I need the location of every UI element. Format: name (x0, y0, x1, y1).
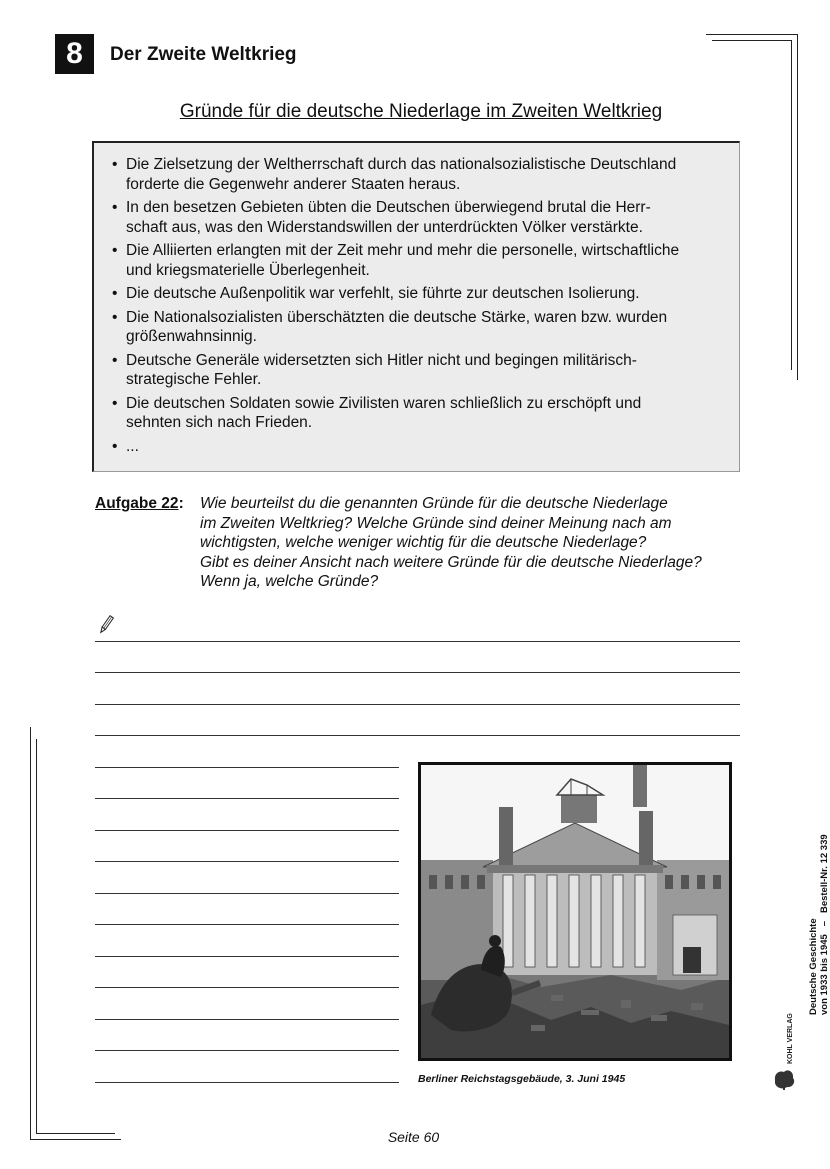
reason-item (112, 437, 719, 457)
task-text-line: Wie beurteilst du die genannten Gründe für die deutsche Niederlage (200, 495, 668, 512)
bullet: • (112, 285, 118, 302)
reason-text-line: Die Zielsetzung der Weltherrschaft durch das nationalsozialistische Deutschland (126, 156, 677, 173)
reason-item (112, 198, 719, 237)
writing-line[interactable] (95, 1050, 399, 1051)
publisher-logo-icon (772, 1013, 798, 1092)
chapter-title: Der Zweite Weltkrieg (110, 44, 297, 65)
frame-line (706, 34, 798, 35)
publisher-name: KOHL VERLAG (787, 1013, 794, 1064)
task-text (200, 494, 760, 592)
photo-caption: Berliner Reichstagsgebäude, 3. Juni 1945 (418, 1073, 626, 1085)
bullet: • (112, 199, 118, 216)
reason-text-line: Die Nationalsozialisten überschätzten die deutsche Stärke, waren bzw. wurden (126, 308, 668, 326)
writing-line[interactable] (95, 830, 399, 831)
writing-line[interactable] (95, 704, 740, 705)
reason-item (112, 241, 719, 280)
writing-line[interactable] (95, 987, 399, 988)
frame-line (36, 739, 37, 1133)
writing-line[interactable] (95, 641, 740, 642)
frame-line (797, 34, 798, 380)
reason-text-line: ... (126, 437, 139, 455)
bullet: • (112, 242, 118, 259)
side-info-title: Deutsche Geschichte (808, 918, 819, 1015)
writing-line[interactable] (95, 1082, 399, 1083)
writing-line[interactable] (95, 861, 399, 862)
task-text-line: Gibt es deiner Ansicht nach weitere Gründe für die deutsche Niederlage? (200, 553, 702, 571)
side-info (808, 815, 830, 1015)
writing-line[interactable] (95, 893, 399, 894)
reason-text-line: Die deutschen Soldaten sowie Zivilisten waren schließlich zu erschöpft und (126, 394, 642, 412)
reason-text-line: größenwahnsinnig. (126, 328, 257, 345)
reason-item (112, 351, 719, 390)
writing-line[interactable] (95, 672, 740, 673)
side-info-order-number: Bestell-Nr. 12 339 (819, 834, 830, 914)
task-text-line: Wenn ja, welche Gründe? (200, 573, 379, 590)
reason-text-line: Die Alliierten erlangten mit der Zeit mehr und mehr die personelle, wirtschaftliche (126, 242, 680, 259)
bullet: • (112, 437, 118, 455)
task-text-line: wichtigsten, welche weniger wichtig für die deutsche Niederlage? (200, 534, 647, 551)
reasons-list (94, 143, 739, 456)
task-label-colon: : (178, 495, 184, 512)
writing-line[interactable] (95, 767, 399, 768)
reason-item (112, 394, 719, 433)
reasons-box (92, 141, 740, 472)
task-text-line: im Zweiten Weltkrieg? Welche Gründe sind deiner Meinung nach am (200, 514, 672, 532)
reason-text-line: schaft aus, was den Widerstandswillen der unterdrückten Völker verstärkte. (126, 218, 643, 236)
page-heading: Gründe für die deutsche Niederlage im Zweiten Weltkrieg (179, 101, 663, 122)
writing-line[interactable] (95, 956, 399, 957)
frame-line (791, 40, 792, 370)
pencil-icon (98, 614, 114, 636)
bullet: • (112, 156, 118, 173)
reason-text-line: In den besetzen Gebieten übten die Deutschen überwiegend brutal die Herr- (126, 199, 651, 216)
reason-text-line: sehnten sich nach Frieden. (126, 414, 313, 431)
task-label (95, 494, 184, 514)
bullet: • (112, 351, 118, 369)
reason-text-line: Die deutsche Außenpolitik war verfehlt, sie führte zur deutschen Isolierung. (126, 285, 640, 302)
reason-text-line: Deutsche Generäle widersetzten sich Hitler nicht und begingen militärisch- (126, 351, 637, 369)
chapter-number: 8 (55, 34, 94, 74)
reason-text-line: strategische Fehler. (126, 371, 262, 388)
side-info-separator: – (819, 920, 830, 927)
reason-item (112, 155, 719, 194)
writing-line[interactable] (95, 735, 740, 736)
writing-line[interactable] (95, 798, 399, 799)
reichstag-photo (418, 762, 732, 1061)
frame-line (712, 40, 792, 41)
writing-line[interactable] (95, 924, 399, 925)
writing-line[interactable] (95, 1019, 399, 1020)
reason-text-line: forderte die Gegenwehr anderer Staaten heraus. (126, 175, 461, 193)
frame-line (30, 727, 31, 1139)
reason-item (112, 284, 719, 304)
reason-item (112, 308, 719, 347)
bullet: • (112, 308, 118, 326)
task-label-text: Aufgabe 22 (95, 495, 179, 512)
side-info-period: von 1933 bis 1945 (819, 934, 830, 1015)
reason-text-line: und kriegsmaterielle Überlegenheit. (126, 261, 370, 279)
page-number: Seite 60 (387, 1129, 440, 1145)
bullet: • (112, 394, 118, 412)
